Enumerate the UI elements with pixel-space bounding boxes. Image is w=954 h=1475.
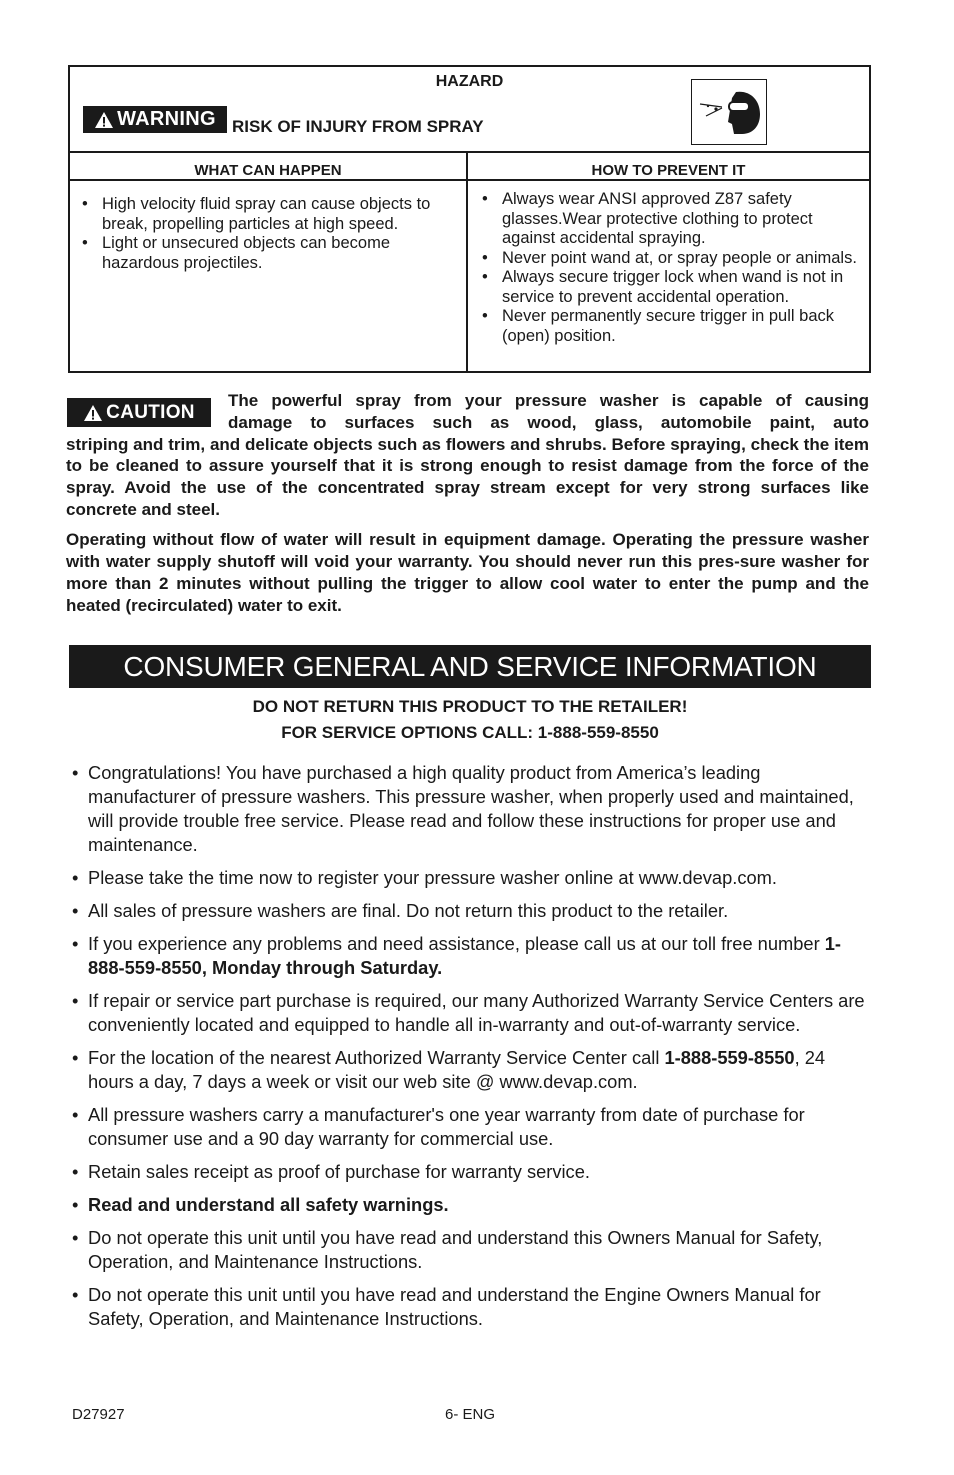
caution-label: CAUTION [106,401,195,423]
list-item: • Congratulations! You have purchased a high quality product from America’s leading manufacturer of pressure washers. This pressure washer, when properly used and maintained, will provide trouble free service. Please read and follow these instructions for proper use and maintenance. [70,761,870,857]
column-header-how: HOW TO PREVENT IT [591,162,746,179]
hazard-title: HAZARD [435,73,504,90]
safety-goggles-icon [692,80,766,144]
caution-paragraph: striping and trim, and delicate objects such as flowers and shrubs. Before spraying, check the item to be cleaned to assure yourself that it is strong enough to resist damage from the force of the spray. Avoid the use of the concentrated spray stream except for very strong surfaces like concrete and steel. [66,434,869,519]
consumer-info-list [70,761,870,1340]
list-item: • High velocity fluid spray can cause objects to break, propelling particles at high speed. [80,195,460,234]
return-notice: DO NOT RETURN THIS PRODUCT TO THE RETAILER! [252,697,688,716]
how-to-prevent-list [480,190,865,346]
table-divider [70,151,869,153]
operating-warning: Operating without flow of water will result in equipment damage. Operating the pressure washer with water supply shutoff will void your warranty. You should never run this pres-sure washer for more than 2 minutes without pulling the trigger to allow cool water to enter the pump and the heated (recirculated) water to exit. [66,530,869,615]
list-item: • Always secure trigger lock when wand is not in service to prevent accidental operation. [480,268,865,307]
list-item-text: For the location of the nearest Authorized Warranty Service Center call [88,1047,665,1068]
list-item: • Light or unsecured objects can become hazardous projectiles. [80,234,460,273]
page-number: 6- ENG [444,1406,495,1423]
list-item: • Do not operate this unit until you have read and understand this Owners Manual for Safety, Operation, and Maintenance Instructions. [70,1226,870,1274]
list-item [70,1193,870,1217]
column-header-what: WHAT CAN HAPPEN [194,162,342,179]
list-item: • Retain sales receipt as proof of purchase for warranty service. [70,1160,870,1184]
section-title: CONSUMER GENERAL AND SERVICE INFORMATION [69,645,871,688]
table-divider [70,179,869,181]
safety-reminder: Read and understand all safety warnings. [88,1194,449,1215]
list-item-text: , 24 hours a day, 7 days a week or visit our web site @ www.devap.com. [88,1047,826,1092]
warning-label: WARNING [117,108,216,130]
list-item: • Never point wand at, or spray people or animals. [480,249,865,269]
what-can-happen-list [80,195,460,273]
list-item-text: If you experience any problems and need assistance, please call us at our toll free number [88,933,825,954]
warning-triangle-icon [94,111,114,129]
list-item: • All sales of pressure washers are final. Do not return this product to the retailer. [70,899,870,923]
service-phone-number: 1-888-559-8550 [664,1047,795,1068]
goggles-pictogram [691,79,767,145]
caution-text [66,390,869,521]
list-item: • All pressure washers carry a manufacturer's one year warranty from date of purchase for consumer use and a 90 day warranty for commercial use. [70,1103,870,1151]
list-item: • If repair or service part purchase is required, our many Authorized Warranty Service Centers are conveniently located and equipped to handle all in-warranty and out-of-warranty service. [70,989,870,1037]
list-item: • Always wear ANSI approved Z87 safety glasses.Wear protective clothing to protect against accidental spraying. [480,190,865,249]
list-item: • Never permanently secure trigger in pull back (open) position. [480,307,865,346]
service-call-notice: FOR SERVICE OPTIONS CALL: 1-888-559-8550 [281,723,659,742]
caution-line: damage to surfaces such as wood, glass, automobile paint, auto [228,412,869,432]
document-number: D27927 [72,1406,125,1423]
column-divider [466,153,468,371]
list-item [70,932,870,980]
list-item: • Please take the time now to register your pressure washer online at www.devap.com. [70,866,870,890]
hazard-header [70,67,869,151]
risk-label: RISK OF INJURY FROM SPRAY [232,117,484,136]
warning-badge [83,106,227,133]
list-item [70,1046,870,1094]
hazard-table [68,65,871,373]
caution-line: The powerful spray from your pressure washer is capable of causing [228,391,869,410]
toll-free-number: 1-888-559-8550, Monday through Saturday. [88,933,842,978]
list-item: • Do not operate this unit until you have read and understand the Engine Owners Manual for Safety, Operation, and Maintenance Instructions. [70,1283,870,1331]
